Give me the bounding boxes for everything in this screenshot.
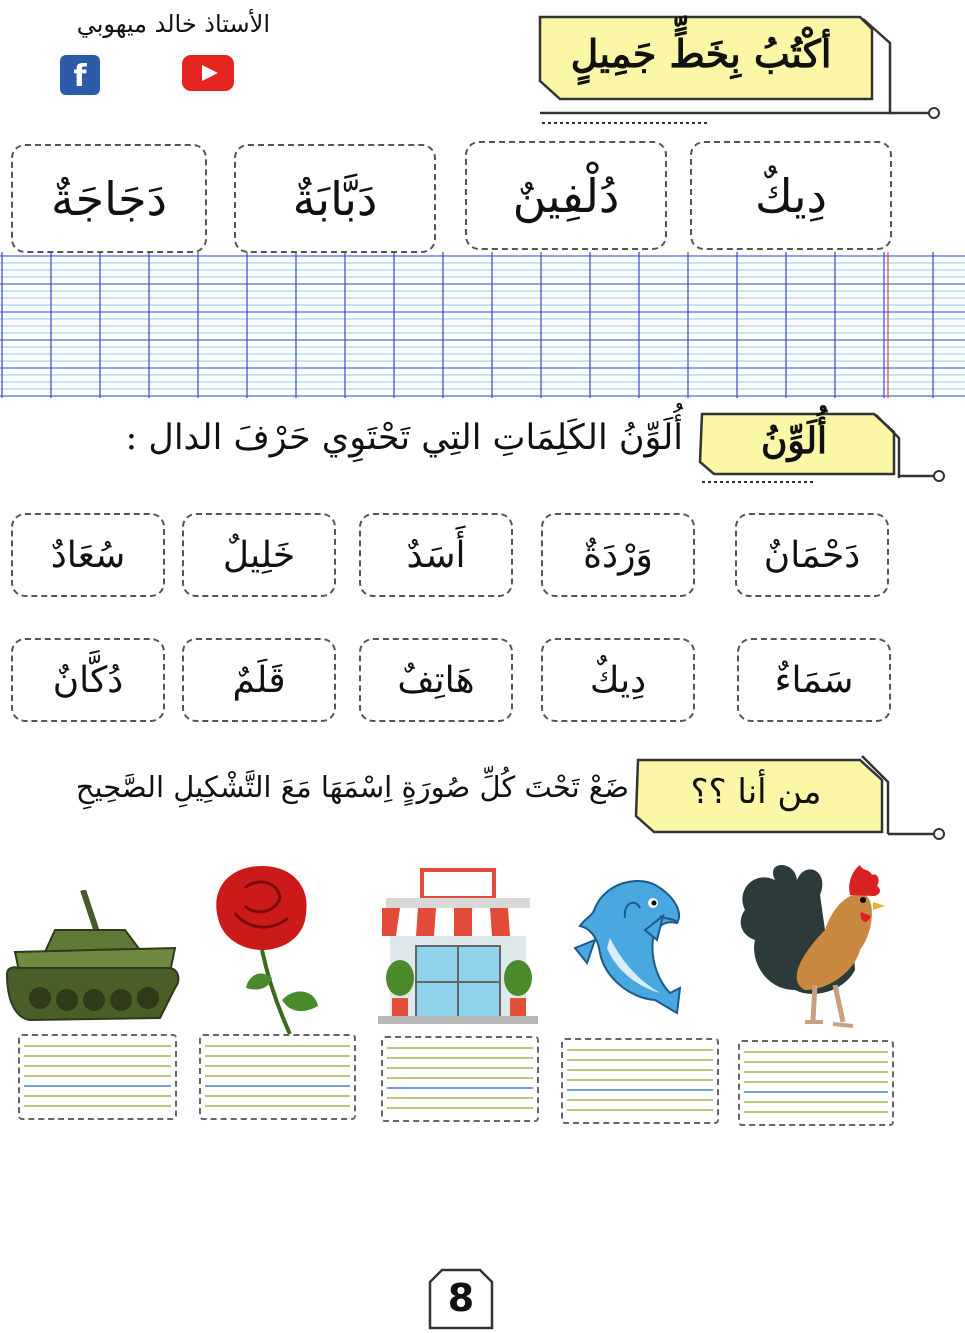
section2-banner xyxy=(694,412,949,487)
section3-label: من أنا ؟؟ xyxy=(690,772,822,812)
word-label: سَمَاءٌ xyxy=(774,659,854,701)
word-box-dolphin xyxy=(465,141,667,250)
word-label: دُلْفِينٌ xyxy=(512,168,620,223)
word-box-hen xyxy=(11,144,207,253)
word-label: خَلِيلٌ xyxy=(222,534,296,576)
word-box-dik xyxy=(690,141,892,250)
section2-label: أُلَوِّنُ xyxy=(760,420,827,462)
answer-box-rose[interactable] xyxy=(199,1034,356,1120)
answer-box-rooster[interactable] xyxy=(738,1040,894,1126)
rose-picture xyxy=(200,858,325,1036)
word-label: وَرْدَةٌ xyxy=(583,534,653,576)
page-number: 8 xyxy=(447,1276,475,1320)
rooster-picture xyxy=(735,850,890,1030)
color-word-hatif[interactable] xyxy=(359,638,513,722)
section2-instruction: أُلَوِّنُ الكَلِمَاتِ التِي تَحْتَوِي حَرْفَ الدال : xyxy=(125,418,683,458)
color-word-khalil[interactable] xyxy=(182,513,336,597)
color-word-asad[interactable] xyxy=(359,513,513,597)
facebook-icon[interactable]: f xyxy=(60,55,100,95)
answer-box-tank[interactable] xyxy=(18,1034,177,1120)
word-label: قَلَمٌ xyxy=(232,659,286,701)
page-number-badge xyxy=(428,1268,494,1330)
word-label: دُكَّانٌ xyxy=(52,659,124,701)
word-label: سُعَادٌ xyxy=(50,534,126,576)
section3-banner xyxy=(630,750,950,842)
color-word-samaa[interactable] xyxy=(737,638,891,722)
dolphin-picture xyxy=(565,868,695,1023)
answer-box-dolphin[interactable] xyxy=(561,1038,719,1124)
color-word-souad[interactable] xyxy=(11,513,165,597)
word-label: دَجَاجَةٌ xyxy=(50,171,168,226)
word-label: دَبَّابَةٌ xyxy=(292,171,378,226)
word-box-tank xyxy=(234,144,436,253)
color-word-warda[interactable] xyxy=(541,513,695,597)
section1-title: أكْتُبُ بِخَطٍّ جَمِيلٍ xyxy=(570,31,832,76)
youtube-icon[interactable] xyxy=(182,55,234,91)
word-label: دِيكٌ xyxy=(754,168,828,223)
shop-picture xyxy=(378,866,538,1024)
tank-picture xyxy=(5,890,183,1025)
color-word-dik[interactable] xyxy=(541,638,695,722)
word-label: هَاتِفٌ xyxy=(397,659,475,701)
color-word-qalam[interactable] xyxy=(182,638,336,722)
color-word-dahman[interactable] xyxy=(735,513,889,597)
word-label: دَحْمَانٌ xyxy=(763,534,861,576)
author-name: الأستاذ خالد ميهوبي xyxy=(76,10,270,38)
section3-instruction: ضَعْ تَحْتَ كُلِّ صُورَةٍ اِسْمَهَا مَعَ التَّشْكِيلِ الصَّحِيحِ xyxy=(75,770,629,804)
word-label: أَسَدٌ xyxy=(406,534,466,576)
word-label: دِيكٌ xyxy=(589,659,647,701)
color-word-dukkan[interactable] xyxy=(11,638,165,722)
answer-box-shop[interactable] xyxy=(381,1036,539,1122)
handwriting-ruled-area[interactable] xyxy=(0,252,965,398)
section1-banner xyxy=(530,15,945,125)
